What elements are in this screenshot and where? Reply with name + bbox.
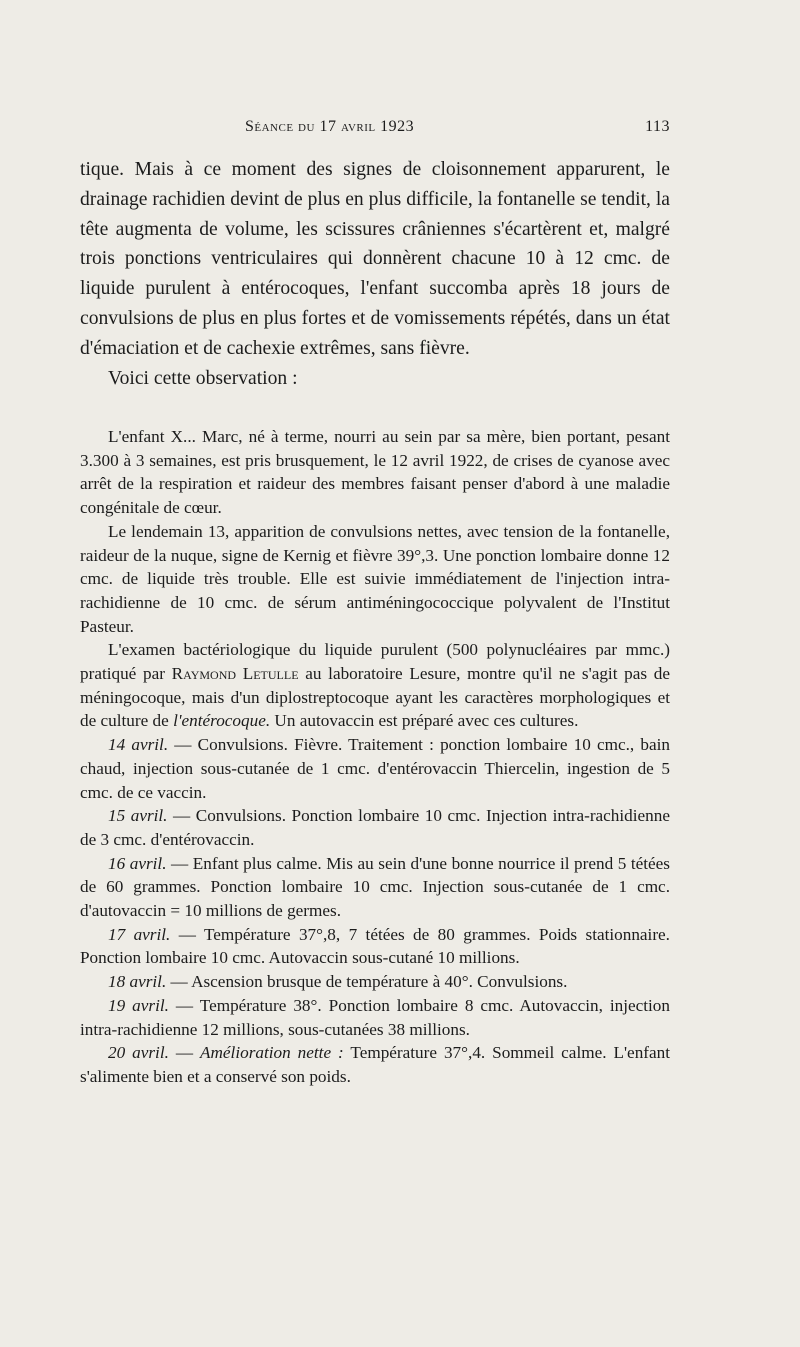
text-run: L'examen bactériologique du liquide purulent (500 polynucléaires par mmc.) pratiqué par bbox=[80, 640, 670, 684]
diary-entry bbox=[80, 804, 670, 851]
term-italic: l'entérocoque. bbox=[173, 711, 271, 731]
entry-date: 17 avril. bbox=[108, 924, 171, 944]
entry-date: 18 avril. bbox=[108, 972, 167, 992]
observation-paragraph: L'enfant X... Marc, né à terme, nourri au sein par sa mère, bien portant, pesant 3.300 à 3 semaines, est pris brusquement, le 12 avril 1922, de crises de cyanose avec arrêt de la respiration et raideur des membres faisant penser d'abord à une maladie congénitale de cœur. bbox=[80, 427, 670, 518]
observation-paragraph: Le lendemain 13, apparition de convulsions nettes, avec tension de la fontanelle, raideur de la nuque, signe de Kernig et fièvre 39°,3. Une ponction lombaire donne 12 cmc. de liquide très trouble. Elle est suivie immédiatement de l'injection intra-rachidienne de 10 cmc. de sérum antiméningococcique polyvalent de l'Institut Pasteur. bbox=[80, 521, 670, 636]
entry-text: — Température 38°. Ponction lombaire 8 cmc. Autovaccin, injection intra-rachidienne 12 millions, sous-cutanées 38 millions. bbox=[80, 995, 670, 1039]
text-run: au laboratoire Lesure, montre qu'il ne s'agit pas de méningocoque, mais d'un diplostreptocoque ayant les caractères morphologiques et de culture de bbox=[80, 664, 671, 731]
page-number: 113 bbox=[645, 118, 670, 135]
diary-entry bbox=[80, 923, 670, 970]
entry-text: — Ascension brusque de température à 40°. Convulsions. bbox=[166, 972, 568, 992]
diary-entry bbox=[80, 733, 670, 804]
entry-text: — Convulsions. Ponction lombaire 10 cmc. Injection intra-rachidienne de 3 cmc. d'entérovaccin. bbox=[80, 806, 670, 849]
entry-emphasis: Amélioration nette : bbox=[200, 1043, 344, 1063]
entry-date: 20 avril. bbox=[108, 1043, 169, 1063]
page-header bbox=[80, 118, 670, 148]
entry-date: 19 avril. bbox=[108, 995, 169, 1015]
entry-date: 14 avril. bbox=[108, 735, 169, 755]
running-title: Séance du 17 avril 1923 bbox=[245, 118, 415, 135]
entry-text: — Température 37°,8, 7 tétées de 80 grammes. Poids stationnaire. Ponction lombaire 10 cmc. Autovaccin sous-cutané 10 millions. bbox=[80, 924, 670, 968]
observation-intro: Voici cette observation : bbox=[108, 367, 298, 389]
entry-separator: — bbox=[168, 1043, 201, 1063]
entry-date: 15 avril. bbox=[108, 806, 168, 826]
paragraph-continued: tique. Mais à ce moment des signes de cloisonnement apparurent, le drainage rachidien devint de plus en plus difficile, la fontanelle se tendit, la tête augmenta de volume, les scissures crâniennes s'écartèrent et, malgré trois ponctions ventriculaires qui donnèrent chacune 10 à 12 cmc. de liquide purulent à entérocoques, l'enfant succomba après 18 jours de convulsions de plus en plus fortes et de vomissements répétés, dans un état d'émaciation et de cachexie extrêmes, sans fièvre. bbox=[80, 159, 670, 359]
observation-paragraph bbox=[80, 638, 670, 733]
diary-entry bbox=[80, 852, 670, 923]
entry-text: — Convulsions. Fièvre. Traitement : ponction lombaire 10 cmc., bain chaud, injection sous-cutanée de 1 cmc. d'entérovaccin Thiercelin, ingestion de 5 cmc. de ce vaccin. bbox=[80, 735, 670, 802]
entry-text: Température 37°,4. Sommeil calme. L'enfant s'alimente bien et a conservé son poids. bbox=[80, 1043, 671, 1086]
entry-date: 16 avril. bbox=[108, 853, 167, 873]
entry-text: — Enfant plus calme. Mis au sein d'une bonne nourrice il prend 5 tétées de 60 grammes. Ponction lombaire 10 cmc. Injection sous-cutanée de 1 cmc. d'autovaccin = 10 millions de germes. bbox=[80, 853, 670, 921]
diary-entry bbox=[80, 970, 670, 994]
observation-text bbox=[80, 425, 670, 1089]
author-name: Raymond Letulle bbox=[171, 664, 299, 684]
diary-entry bbox=[80, 994, 670, 1041]
main-text bbox=[80, 155, 670, 393]
diary-entry bbox=[80, 1041, 670, 1088]
text-run: Un autovaccin est préparé avec ces cultures. bbox=[270, 711, 579, 731]
